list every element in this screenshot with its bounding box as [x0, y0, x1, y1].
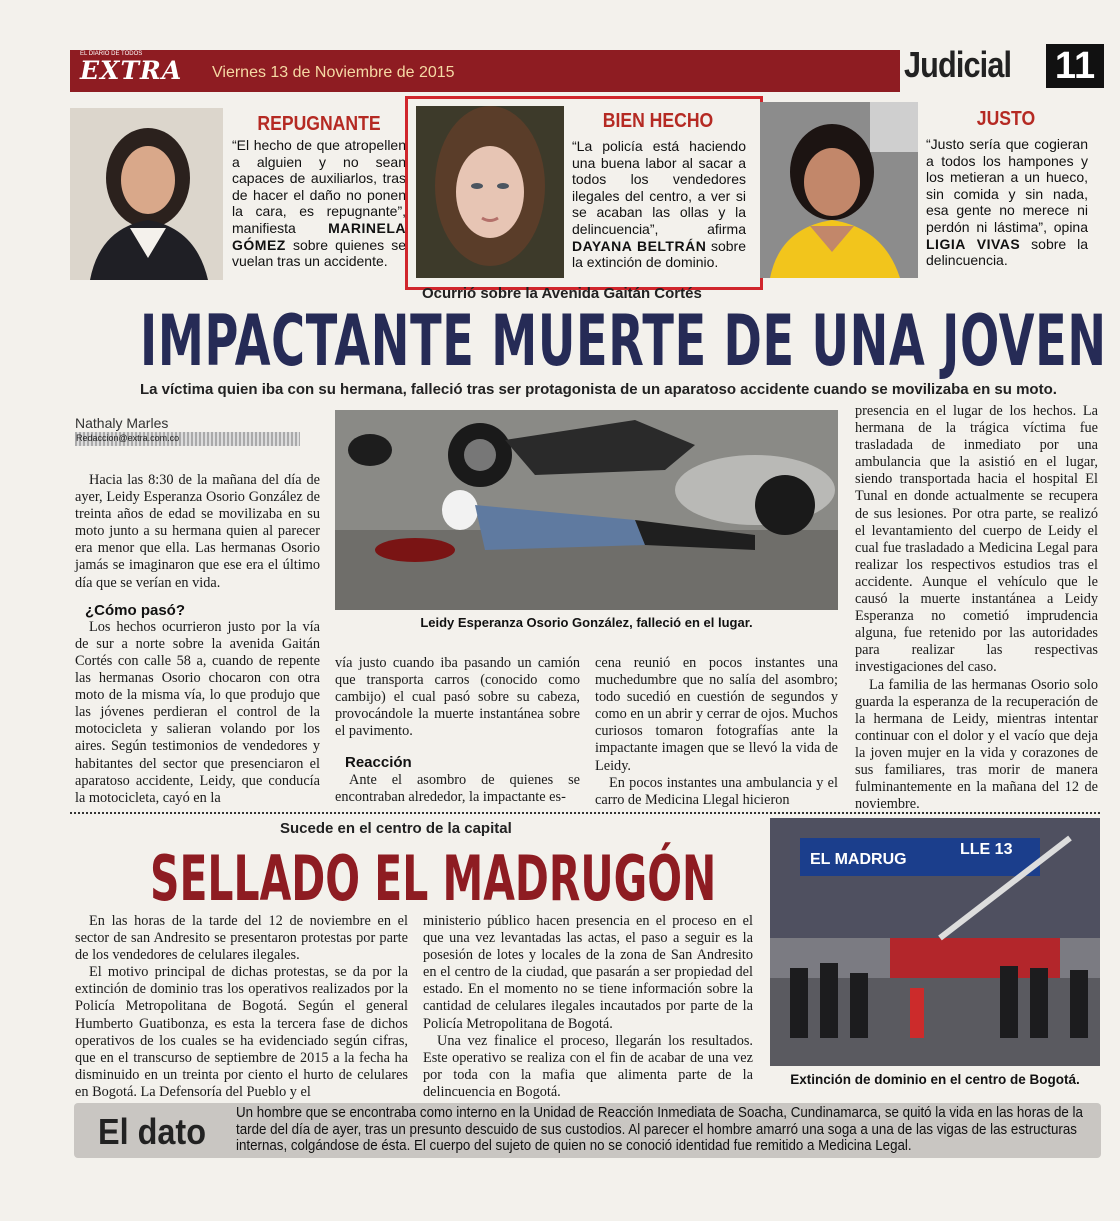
sign-text-2: LLE 13 [960, 841, 1013, 858]
madrugon-photo [770, 818, 1100, 1066]
issue-date: Viernes 13 de Noviembre de 2015 [212, 64, 455, 81]
story2-column-1: En las horas de la tarde del 12 de noviembre en el sector de san Andresito se presentaron protestas por parte de los vendedores de celulares ilegales. El motivo principal de dichas protestas, se da por la extinción de dominio tras los operativos realizados por la Policía Metropolitana de Bogotá. Según el general Humberto Guatibonza, es esta la tercera fase de dichos operativos de los cuales se ha evidenciado según cifras, que en el transcurso de septiembre de 2015 a la fecha ha disminuido en un treinta por ciento el hurto de celulares en Bogotá. La Defensoría del Pueblo y el [75, 913, 408, 1100]
opinion-title-bien-hecho: BIEN HECHO [602, 110, 714, 132]
logo-tagline: EL DIARIO DE TODOS [80, 51, 143, 57]
sign-text-1: EL MADRUG [810, 851, 907, 868]
story2-kicker: Sucede en el centro de la capital [280, 820, 512, 837]
header-bar [70, 50, 900, 92]
story2-column-2: ministerio público hacen presencia en el proceso en el que una vez levantadas las actas, el paso a seguir es la posesión de lotes y locales de la zona de San Andresito en el centro de la ciudad, que pasarán a ser propiedad del estado. En el momento no se tiene información sobre la cantidad de celulares ilegales incautados por parte de la Policía Metropolitana de Bogotá. Una vez finalice el proceso, llegarán los resultados. Este operativo se realiza con el fin de acabar de una vez por toda con la mafia que alimenta parte de la delincuencia en Bogotá. [423, 913, 753, 1100]
subhead-como-paso: ¿Cómo pasó? [85, 601, 185, 619]
story1-column-1: Hacia las 8:30 de la mañana del día de ayer, Leidy Esperanza Osorio González de treinta años de edad se movilizaba en su moto junto a su hermana quien al parecer era menor que ella. Las hermanas Osorio jamás se imaginaron que ese era el último día que se verían en vida. ¿Cómo pasó? Los hechos ocurrieron justo por la vía de sur a norte sobre la avenida Gaitán Cortés con calle 58 a, cuando de repente las hermanas Osorio chocaron con otra moto de la misma vía, lo que produjo que las jóvenes perdieran el control de la motocicleta y salieran volando por los aires. Según testimonios de vendedores y habitantes del sector que presenciaron el aparatoso accidente, Leidy, que conducía la motocicleta, cayó en la [75, 472, 320, 806]
el-dato-text: Un hombre que se encontraba como interno en la Unidad de Reacción Inmediata de Soacha, Cundinamarca, se quitó la vida en las horas de la tarde del día de ayer, tras un presunto descuido de sus custodios. Al parecer el hombre amarró una soga a una de las vigas de las estructuras internas, colgándose de ésta. El cuerpo del sujeto de quien no se conoció identidad fue remitido a Medicina Legal. [236, 1105, 1083, 1154]
story1-column-4: presencia en el lugar de los hechos. La hermana de la trágica víctima fue trasladada de inmediato por una ambulancia que la asistió en el lugar, siendo transportada hacia el hospital El Tunal en donde actualmente se recupera de sus lesiones. Por otra parte, se realizó el levantamiento del cuerpo de Leidy el cual fue trasladado a Medicina Legal para realizar los respectivos estudios tras el accidente. Aunque el vehículo que le causó la muerte instantánea a Leidy Esperanza no cometió imprudencia alguna, fue retenido por las autoridades para realizar las respectivas investigaciones del caso. La familia de las hermanas Osorio solo guarda la esperanza de la recuperación de la hermana de Leidy, mientras intentar continuar con el dolor y el vacío que deja la joven mujer en la vida y corazones de sus familiares, tras morir de manera fulminantemente en la mañana del 12 de noviembre. [855, 403, 1098, 813]
section-title: Judicial [904, 44, 1012, 85]
section-divider [70, 812, 1100, 814]
portrait-marinela [70, 108, 223, 280]
portrait-dayana [416, 106, 564, 278]
accident-photo-caption: Leidy Esperanza Osorio González, falleció en el lugar. [420, 615, 753, 630]
opinion-text-marinela: “El hecho de que atropellen a alguien y no sean capaces de auxiliarlos, tras de hacer el daño no ponen la cara, es repugnante”, manifiesta MARINELA GÓMEZ sobre quienes se vuelan tras un accidente. [232, 137, 406, 270]
story1-headline: IMPACTANTE MUERTE DE UNA JOVEN [140, 300, 1107, 382]
opinion-title-repugnante: REPUGNANTE [257, 113, 381, 135]
byline-author: Nathaly Marles [75, 415, 169, 431]
story1-column-3: cena reunió en pocos instantes una muchedumbre que no salía del asombro; todo sucedió en cuestión de segundos y como en un abrir y cerrar de ojos. Muchos curiosos tomaron fotografías ante la impactante imagen que se llevó la vida de Leidy. En pocos instantes una ambulancia y el carro de Medicina Llegal hicieron [595, 655, 838, 808]
portrait-ligia [760, 102, 918, 278]
story1-kicker: Ocurrió sobre la Avenida Gaitán Cortés [422, 285, 702, 302]
madrugon-photo-caption: Extinción de dominio en el centro de Bogotá. [790, 1072, 1080, 1087]
el-dato-title: El dato [98, 1111, 207, 1152]
opinion-title-justo: JUSTO [976, 108, 1036, 130]
opinion-text-ligia: “Justo sería que cogieran a todos los hampones y los metieran a un hueco, sin comida y sin nada, esa gente no merece ni perdón ni lástima”, opina LIGIA VIVAS sobre la delincuencia. [926, 136, 1088, 269]
story2-headline: SELLADO EL MADRUGÓN [150, 842, 717, 915]
subhead-reaccion: Reacción [345, 754, 412, 772]
page-number: 11 [1046, 44, 1104, 88]
story1-deck: La víctima quien iba con su hermana, falleció tras ser protagonista de un aparatoso accidente cuando se movilizaba en su moto. [140, 381, 1057, 398]
accident-photo [335, 410, 838, 610]
story1-column-2: vía justo cuando iba pasando un camión que transporta carros (conocido como cambijo) el cual pasó sobre su cabeza, provocándole la muerte instantánea sobre el pavimento. Reacción Ante el asombro de quienes se encontraban alrededor, la impactante es- [335, 655, 580, 805]
newspaper-logo: EXTRA [80, 56, 183, 85]
opinion-text-dayana: “La policía está haciendo una buena labor al sacar a todos los vendedores ilegales del centro, a ver si se acaban las ollas y la delincuencia”, afirma DAYANA BELTRÁN sobre la extinción de dominio. [572, 138, 746, 271]
byline-email: Redaccion@extra.com.co [76, 433, 180, 443]
